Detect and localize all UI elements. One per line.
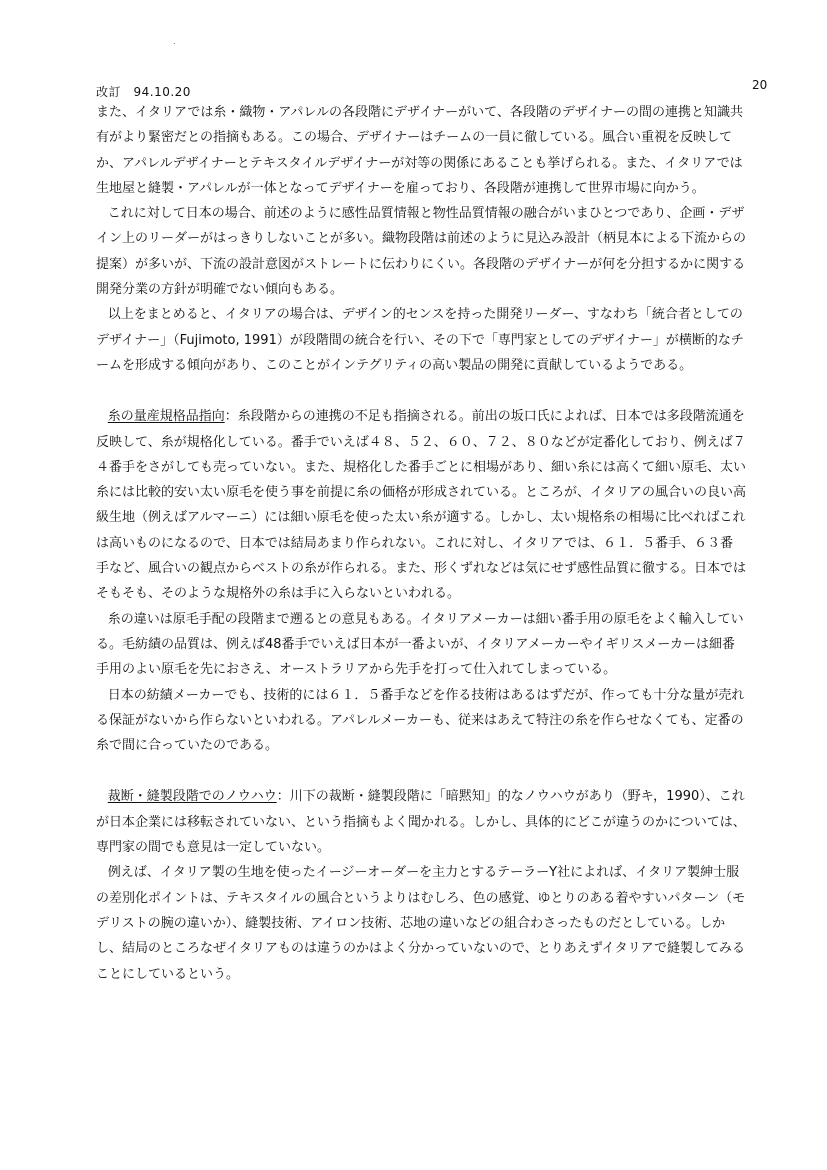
page-number: 20 [752, 78, 768, 92]
section-heading: 糸の量産規格品指向 [107, 409, 225, 425]
revision-date: 改訂 94.10.20 [96, 85, 191, 99]
paragraph: これに対して日本の場合、前述のように感性品質情報と物性品質情報の融合がいまひとつであり、企画・デザイン上のリーダーがはっきりしないことが多い。織物段階は前述のように見込み設計（柄見本による下流からの提案）が多いが、下流の設計意図がストレートに伝わりにくい。各段階のデザイナーが何を分担するかに関する開発分業の方針が明確でない傾向もある。 [96, 206, 747, 298]
body-text [96, 100, 746, 987]
section-lead: ：川下の裁断・縫製段階に「暗黙知」的なノウハウがあり（野キ，1990）、これが日本企業には移転されていない、という指摘もよく聞かれる。しかし、具体的にどこが違うのかについては、専門家の間でも意見は一定していない。 [96, 789, 746, 856]
scan-mark: . [173, 37, 176, 46]
paragraph: 例えば、イタリア製の生地を使ったイージーオーダーを主力とするテーラーY社によれば、イタリア製紳士服の差別化ポイントは、テキスタイルの風合というよりはむしろ、色の感覚、ゆとりのある着やすいパターン（モデリストの腕の違いか）、縫製技術、アイロン技術、芯地の違いなどの組合わさったものだとしている。しかし、結局のところなぜイタリアものは違うのかはよく分かっていないので、とりあえずイタリアで縫製してみることにしているという。 [96, 865, 746, 982]
section-gap [96, 758, 746, 784]
section-heading: 裁断・縫製段階でのノウハウ [107, 789, 277, 805]
paragraph: 日本の紡績メーカーでも、技術的には６１．５番手などを作る技術はあるはずだが、作っても十分な量が売れる保証がないから作らないといわれる。アパレルメーカーも、従来はあえて特注の糸を作らせなくても、定番の糸で間に合っていたのである。 [96, 687, 745, 754]
paragraph: 以上をまとめると、イタリアの場合は、デザイン的センスを持った開発リーダー、すなわち「統合者としてのデザイナー」（Fujimoto, 1991）が段階間の統合を行い、その下で「専門家としてのデザイナー」が横断的なチームを形成する傾向があり、このことがインテグリティの高い製品の開発に貢献しているようである。 [96, 307, 744, 373]
section-lead: ：糸段階からの連携の不足も指摘される。前出の坂口氏によれば、日本では多段階流通を反映して、糸が規格化している。番手でいえば４８、５２、６０、７２、８０などが定番化しており、例えば７４番手をさがしても売っていない。また、規格化した番手ごとに相場があり、細い糸には高くて細い原毛、太い糸には比較的安い太い原毛を使う事を前提に糸の価格が形成されている。ところが、イタリアの風合いの良い高級生地（例えばアルマーニ）には細い原毛を使った太い糸が適する。しかし、太い規格糸の相場に比べればこれは高いものになるので、日本では結局あまり作られない。これに対し、イタリアでは、６１．５番手、６３番手など、風合いの観点からベストの糸が作られる。また、形くずれなどは気にせず感性品質に徹する。日本ではそもそも、そのような規格外の糸は手に入らないといわれる。 [96, 409, 747, 602]
paragraph: また、イタリアでは糸・織物・アパレルの各段階にデザイナーがいて、各段階のデザイナーの間の連携と知識共有がより緊密だとの指摘もある。この場合、デザイナーはチームの一員に徹している。風合い重視を反映してか、アパレルデザイナーとテキスタイルデザイナーが対等の関係にあることも挙げられる。また、イタリアでは生地屋と縫製・アパレルが一体となってデザイナーを雇っており、各段階が連携して世界市場に向かう。 [96, 105, 743, 196]
section-paragraph [96, 404, 746, 606]
section-gap [96, 378, 746, 404]
paragraph: 糸の違いは原毛手配の段階まで遡るとの意見もある。イタリアメーカーは細い番手用の原毛をよく輸入している。毛紡績の品質は、例えば48番手でいえば日本が一番よいが、イタリアメーカーやイギリスメーカーは細番手用のよい原毛を先におさえ、オーストラリアから先手を打って仕入れてしまっている。 [96, 611, 744, 678]
section-paragraph [96, 784, 746, 860]
